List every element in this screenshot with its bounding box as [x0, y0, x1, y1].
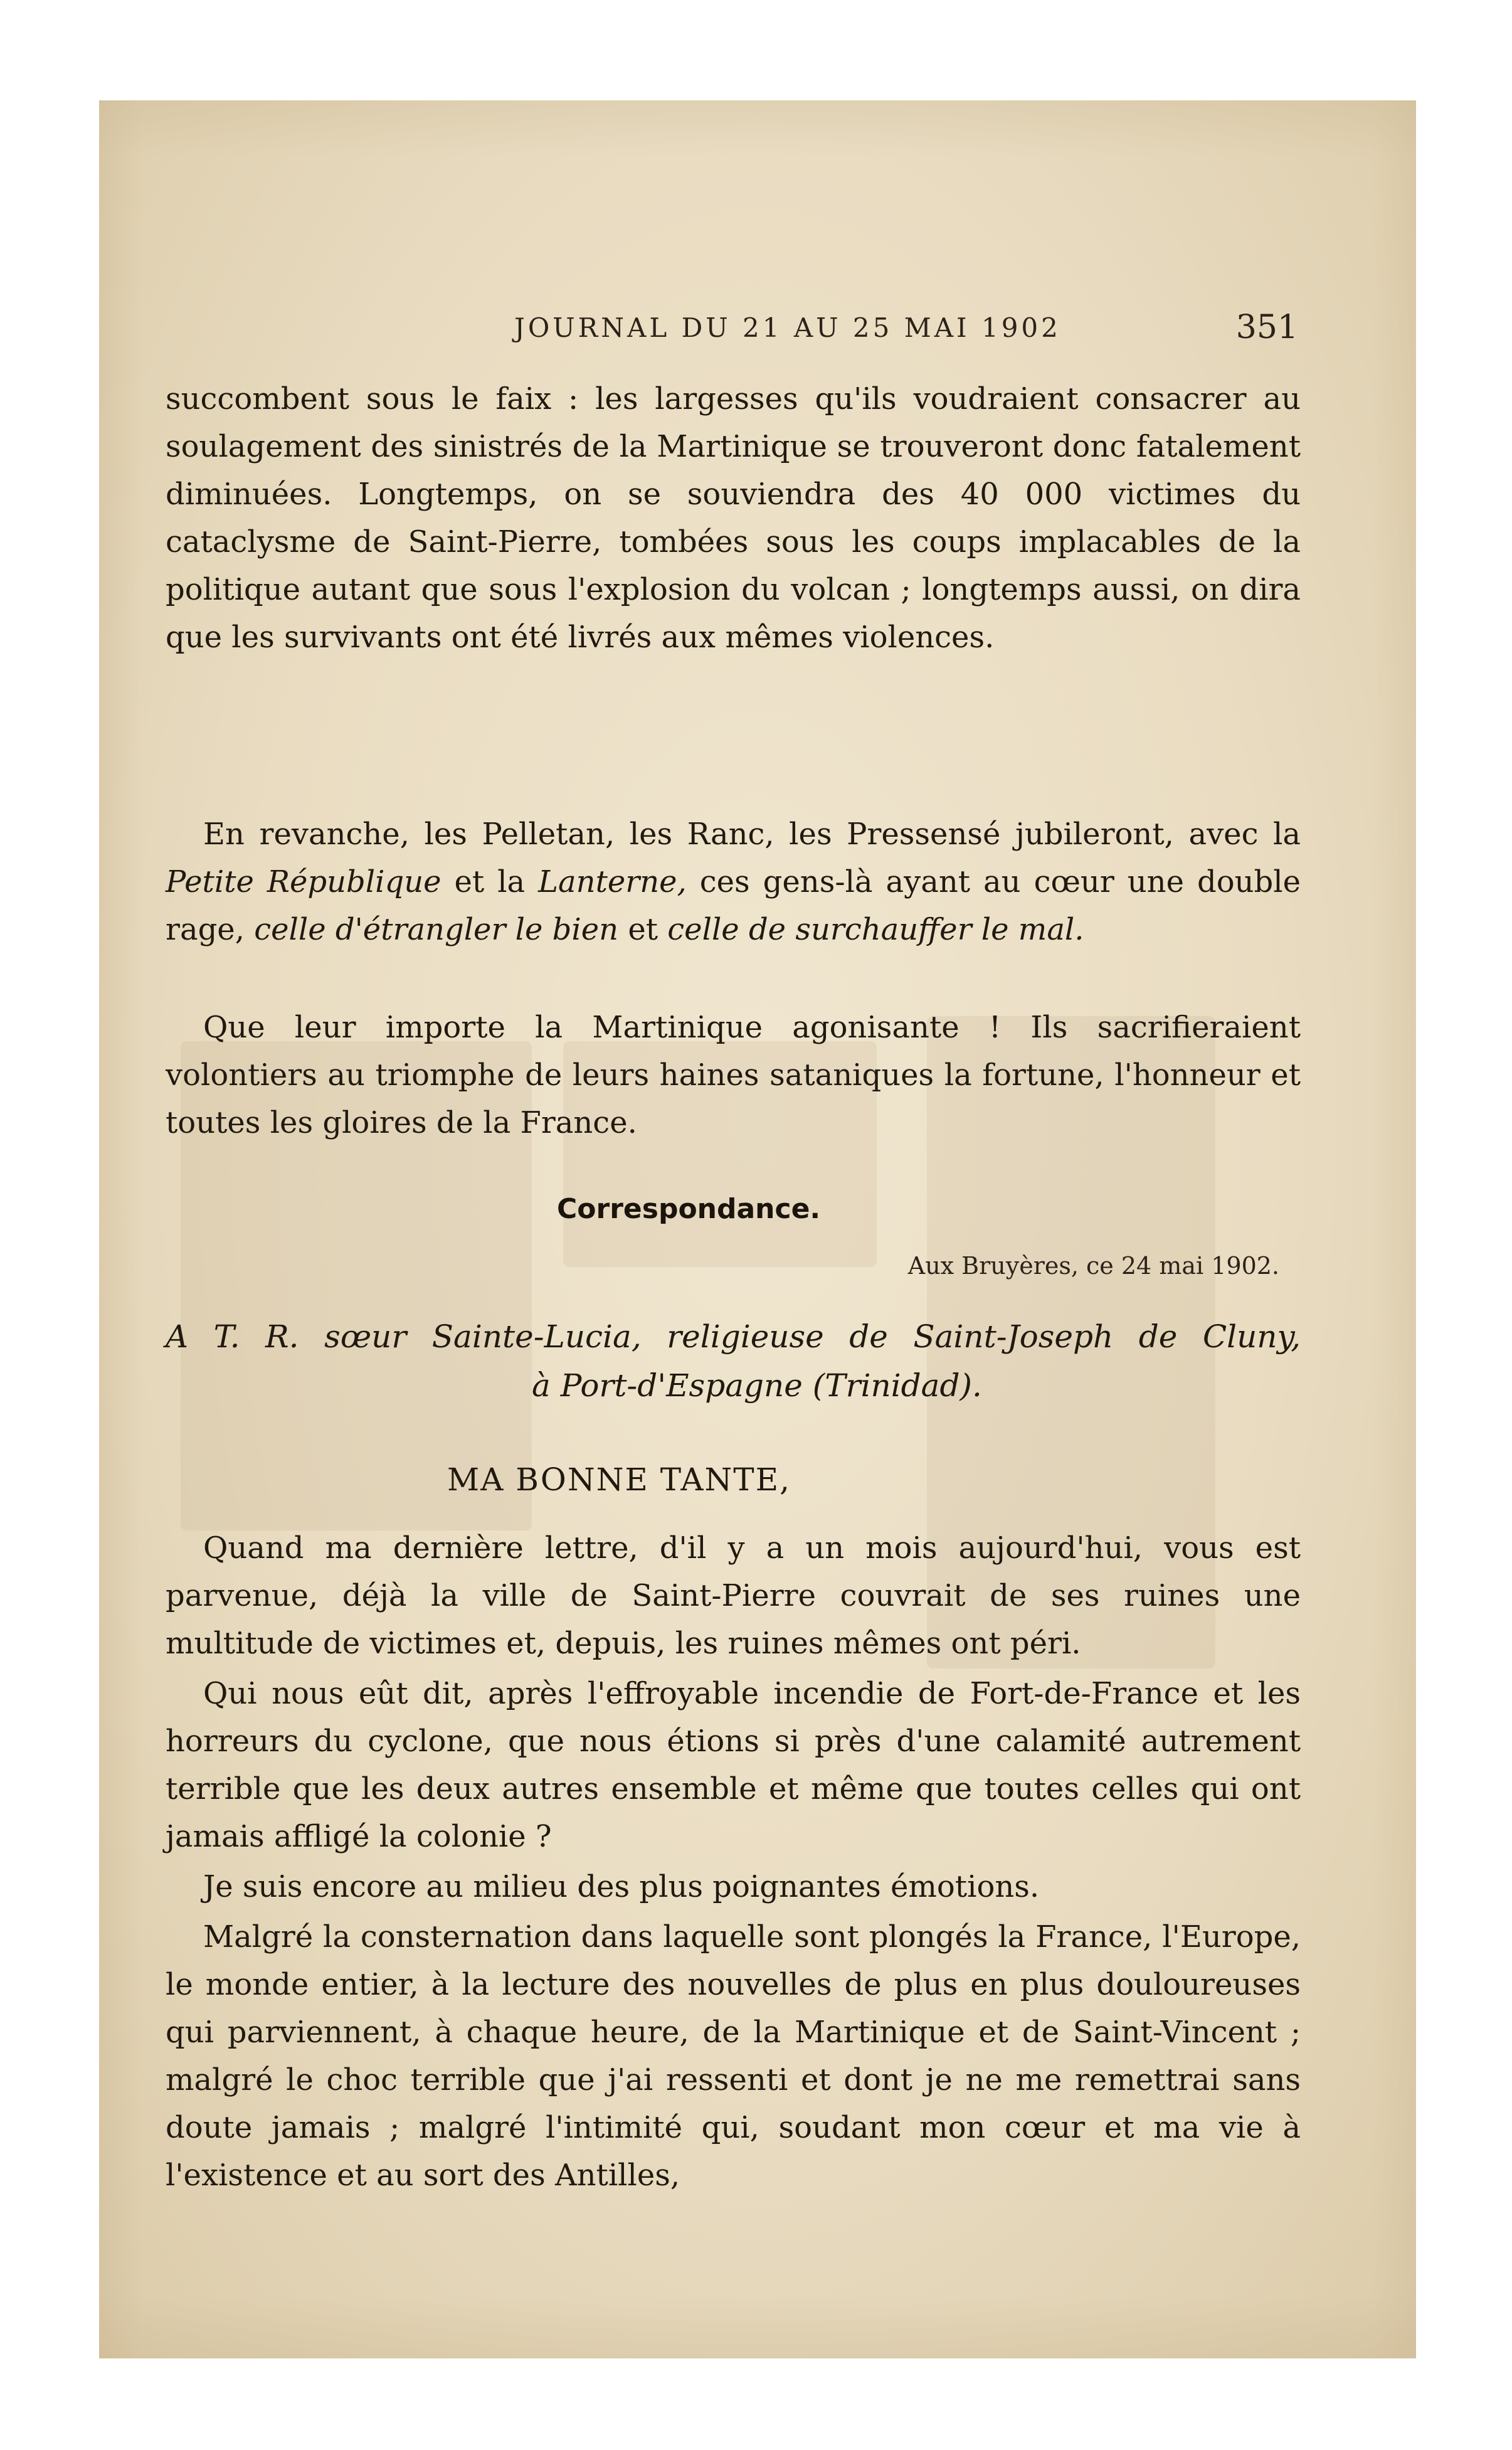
paragraph-1: succombent sous le faix : les largesses qu'ils voudraient consacrer au soulagement des sinistrés de la Martinique se trouveront donc fatalement diminuées. Longtemps, on se souviendra des 40 000 victimes du cataclysme de Saint-Pierre, tombées sous les coups implacables de la politique autant que sous l'explosion du volcan ; longtemps aussi, on dira que les survivants ont été livrés aux mêmes violences.: [166, 381, 1301, 655]
paragraph-3: Que leur importe la Martinique agonisante ! Ils sacrifieraient volontiers au triomphe de leurs haines sataniques la fortune, l'honneur et toutes les gloires de la France.: [166, 1010, 1301, 1140]
letter-address-line-1: A T. R. sœur Sainte-Lucia, religieuse de Saint-Joseph de Cluny,: [166, 1318, 1301, 1355]
italic-phrase: celle de surchauffer le mal.: [667, 912, 1084, 947]
paragraph-2-text: et: [618, 912, 668, 947]
letter-address-line-2: à Port-d'Espagne (Trinidad).: [532, 1367, 982, 1404]
section-heading: Correspondance.: [557, 1193, 821, 1225]
running-title: JOURNAL DU 21 AU 25 MAI 1902: [514, 312, 1061, 343]
letter-dateline: Aux Bruyères, ce 24 mai 1902.: [907, 1252, 1279, 1280]
paragraph-2-text: En revanche, les Pelletan, les Ranc, les Pressensé jubileront, avec la: [203, 817, 1301, 852]
paragraph-4: Quand ma dernière lettre, d'il y a un mois aujourd'hui, vous est parvenue, déjà la ville de Saint-Pierre couvrait de ses ruines une multitude de victimes et, depuis, les ruines mêmes ont péri.: [166, 1530, 1301, 1661]
italic-phrase: celle d'étrangler le bien: [254, 912, 619, 947]
paragraph-2-text: ces gens-là ayant au cœur une double rage,: [166, 864, 1301, 947]
newspaper-title-petite-republique: Petite République: [166, 864, 441, 899]
book-page: [99, 100, 1416, 2358]
paragraph-2: [166, 810, 1301, 1005]
paragraph-2-text: et la: [441, 864, 539, 899]
running-header: [163, 307, 1298, 351]
paragraph-7: Malgré la consternation dans laquelle sont plongés la France, l'Europe, le monde entier, à la lecture des nouvelles de plus en plus douloureuses qui parviennent, à chaque heure, de la Martinique et de Saint-Vincent ; malgré le choc terrible que j'ai ressenti et dont je ne me remettrai sans doute jamais ; malgré l'intimité qui, soudant mon cœur et ma vie à l'existence et au sort des Antilles,: [166, 1919, 1301, 2193]
paragraph-5: Qui nous eût dit, après l'effroyable incendie de Fort-de-France et les horreurs du cyclone, que nous étions si près d'une calamité autrement terrible que les deux autres ensemble et même que toutes celles qui ont jamais affligé la colonie ?: [166, 1676, 1301, 1854]
paragraph-6: Je suis encore au milieu des plus poignantes émotions.: [203, 1869, 1040, 1904]
letter-salutation: MA BONNE TANTE,: [447, 1461, 791, 1498]
newspaper-title-lanterne: Lanterne,: [538, 864, 687, 899]
page-number: 351: [1235, 309, 1298, 346]
